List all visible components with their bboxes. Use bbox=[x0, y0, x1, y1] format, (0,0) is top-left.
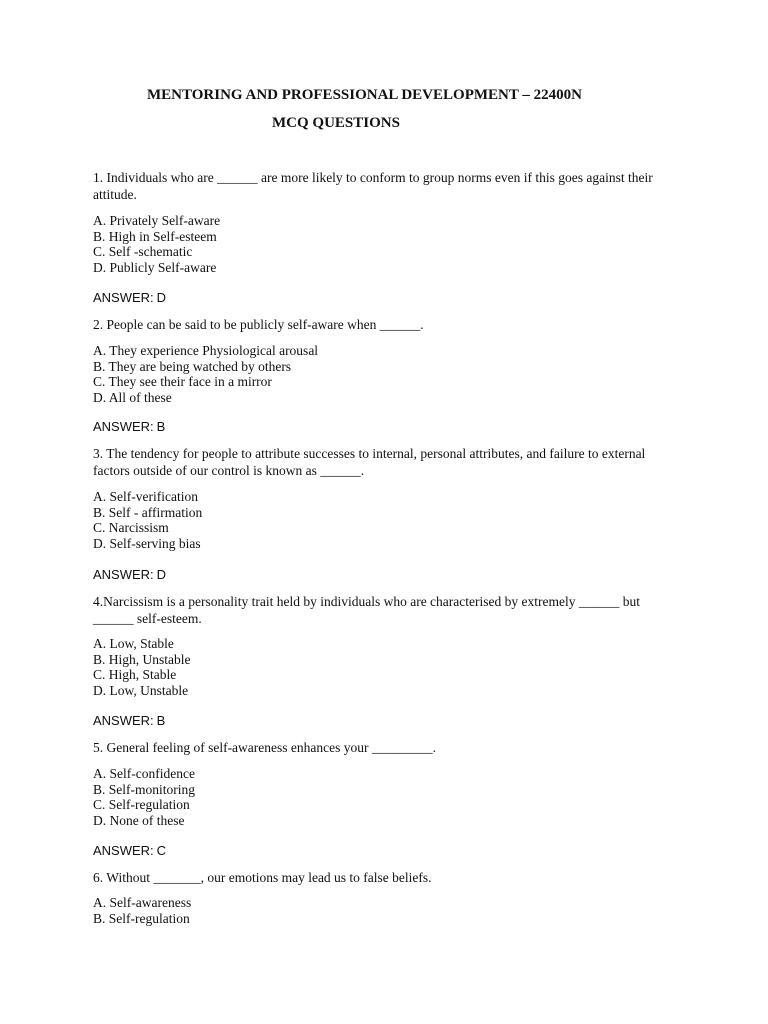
question-1-options bbox=[93, 213, 220, 275]
question-5-option-c: C. Self-regulation bbox=[93, 797, 190, 812]
question-6-options bbox=[93, 895, 191, 926]
question-5-answer bbox=[93, 843, 166, 858]
question-4-options bbox=[93, 636, 191, 698]
question-1-text: 1. Individuals who are ______ are more likely to conform to group norms even if this goes against their attitude. bbox=[93, 170, 653, 202]
question-5-option-a: A. Self-confidence bbox=[93, 766, 195, 781]
answer-label: ANSWER: bbox=[93, 713, 154, 728]
question-2-option-b: B. They are being watched by others bbox=[93, 358, 292, 374]
question-2-option-c: C. They see their face in a mirror bbox=[93, 374, 272, 389]
question-3-text: 3. The tendency for people to attribute successes to internal, personal attributes, and failure to external factors outside of our control is known as ______. bbox=[93, 446, 646, 478]
question-2-option-a: A. They experience Physiological arousal bbox=[93, 343, 319, 358]
question-1-answer bbox=[93, 290, 166, 305]
question-4-answer bbox=[93, 713, 165, 728]
question-3-option-b: B. Self - affirmation bbox=[93, 504, 203, 520]
answer-value: B bbox=[156, 419, 166, 434]
document-subtitle: MCQ QUESTIONS bbox=[272, 115, 400, 131]
question-4-option-c: C. High, Stable bbox=[93, 667, 177, 682]
question-6-option-a: A. Self-awareness bbox=[93, 895, 192, 910]
question-1-option-d: D. Publicly Self-aware bbox=[93, 259, 217, 275]
question-5-options bbox=[93, 766, 195, 828]
question-6-option-b: B. Self-regulation bbox=[93, 910, 190, 926]
question-2-option-d: D. All of these bbox=[93, 389, 172, 405]
question-4-option-b: B. High, Unstable bbox=[93, 651, 191, 667]
answer-value: C bbox=[156, 843, 167, 858]
question-4-option-d: D. Low, Unstable bbox=[93, 682, 189, 698]
question-1-option-c: C. Self -schematic bbox=[93, 244, 193, 259]
question-1-option-b: B. High in Self-esteem bbox=[93, 228, 217, 244]
question-6-text: 6. Without _______, our emotions may lead us to false beliefs. bbox=[93, 870, 432, 885]
answer-value: D bbox=[156, 290, 167, 305]
question-3-options bbox=[93, 489, 202, 551]
answer-label: ANSWER: bbox=[93, 843, 154, 858]
question-1-option-a: A. Privately Self-aware bbox=[93, 213, 221, 228]
question-5-option-d: D. None of these bbox=[93, 812, 185, 828]
question-3-option-a: A. Self-verification bbox=[93, 489, 198, 504]
question-3-answer bbox=[93, 567, 166, 582]
question-2-options bbox=[93, 343, 318, 405]
question-4-option-a: A. Low, Stable bbox=[93, 636, 174, 651]
answer-value: B bbox=[156, 713, 166, 728]
question-2-answer bbox=[93, 419, 165, 434]
answer-value: D bbox=[156, 567, 167, 582]
question-3-option-d: D. Self-serving bias bbox=[93, 535, 201, 551]
answer-label: ANSWER: bbox=[93, 290, 154, 305]
question-5-text: 5. General feeling of self-awareness enhances your _________. bbox=[93, 740, 436, 755]
question-4-text: 4.Narcissism is a personality trait held by individuals who are characterised by extremely ______ but ______ self-esteem. bbox=[93, 594, 640, 626]
question-5-option-b: B. Self-monitoring bbox=[93, 781, 195, 797]
question-2-text: 2. People can be said to be publicly self-aware when ______. bbox=[93, 317, 424, 332]
question-3-option-c: C. Narcissism bbox=[93, 520, 169, 535]
answer-label: ANSWER: bbox=[93, 567, 154, 582]
document-title: MENTORING AND PROFESSIONAL DEVELOPMENT – 22400N bbox=[147, 87, 582, 103]
answer-label: ANSWER: bbox=[93, 419, 154, 434]
